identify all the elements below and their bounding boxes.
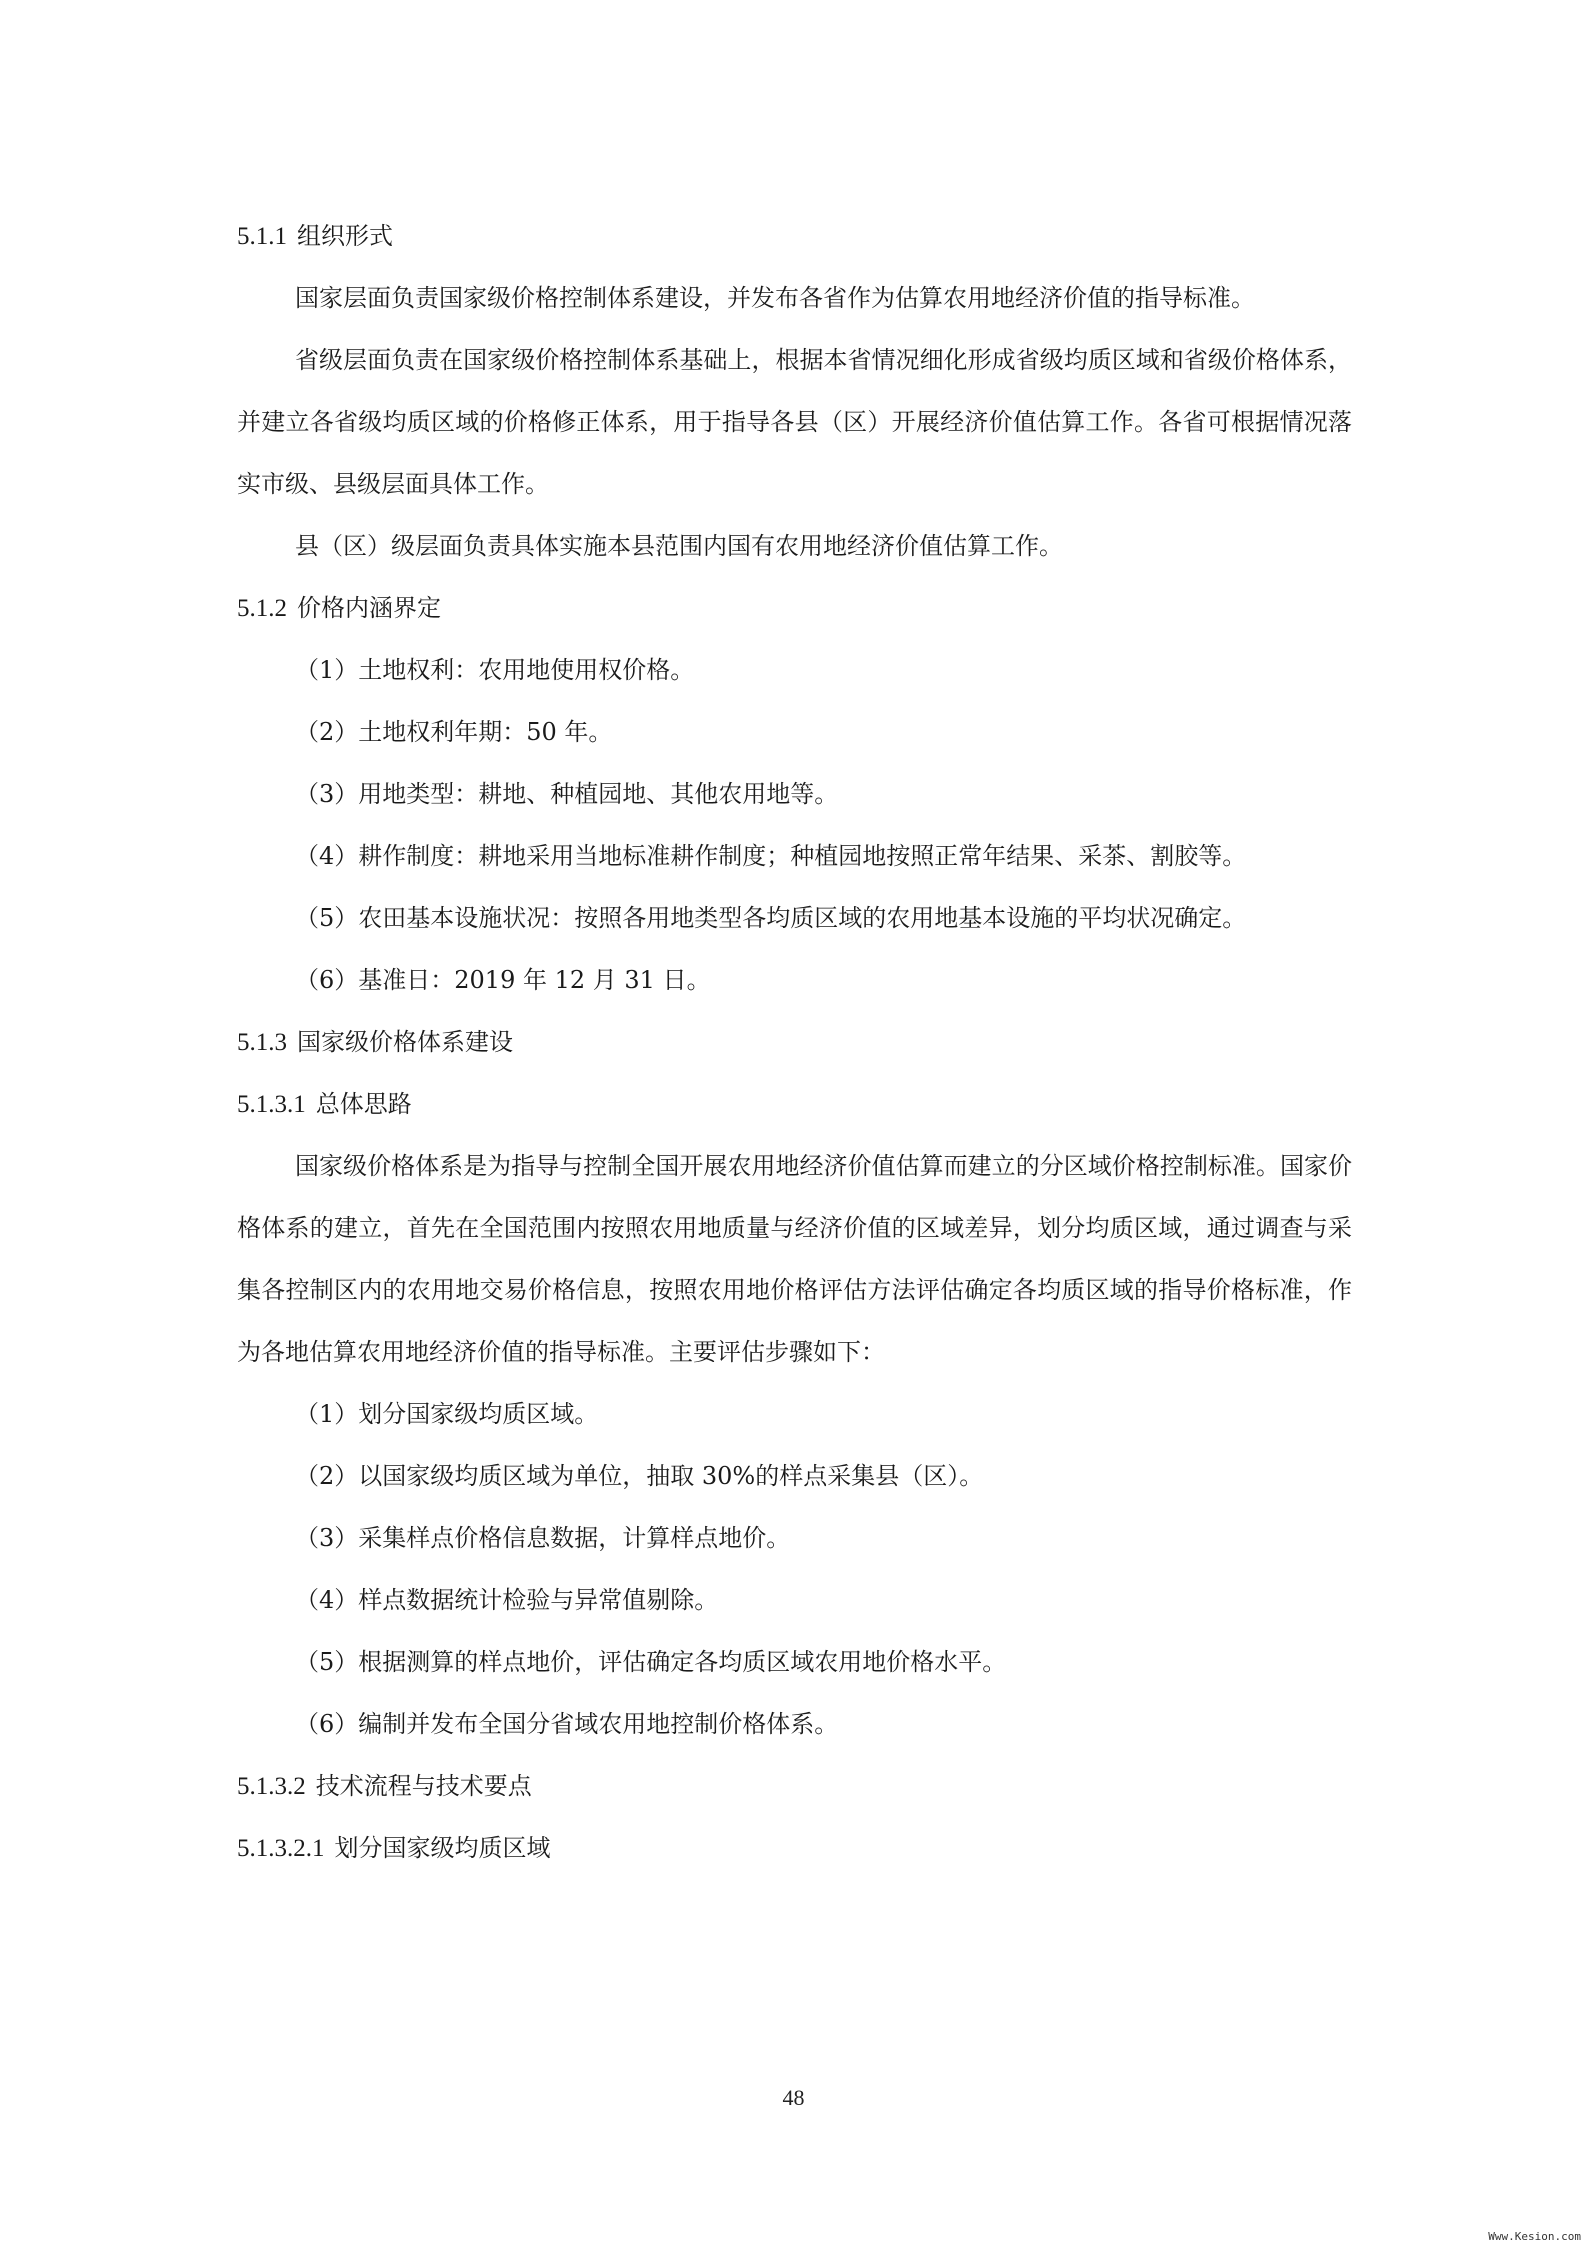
price-item: （6）基准日：2019 年 12 月 31 日。 xyxy=(295,966,711,994)
step-item: （2）以国家级均质区域为单位，抽取 30%的样点采集县（区）。 xyxy=(295,1462,984,1490)
heading-5-1-3-2 xyxy=(237,1755,1352,1817)
heading-title: 组织形式 xyxy=(297,222,393,250)
heading-number: 5.1.3.2 xyxy=(237,1773,306,1800)
step-item: （6）编制并发布全国分省域农用地控制价格体系。 xyxy=(295,1710,839,1738)
paragraph-provincial-level: 省级层面负责在国家级价格控制体系基础上，根据本省情况细化形成省级均质区域和省级价格体系，并建立各省级均质区域的价格修正体系，用于指导各县（区）开展经济价值估算工作。各省可根据情况落实市级、县级层面具体工作。 xyxy=(237,346,1352,498)
heading-5-1-2 xyxy=(237,577,1352,639)
heading-number: 5.1.3 xyxy=(237,1029,287,1056)
heading-title: 技术流程与技术要点 xyxy=(315,1772,532,1800)
heading-title: 价格内涵界定 xyxy=(297,594,441,622)
step-item: （1）划分国家级均质区域。 xyxy=(295,1400,599,1428)
step-item: （3）采集样点价格信息数据，计算样点地价。 xyxy=(295,1524,791,1552)
step-item: （4）样点数据统计检验与异常值剔除。 xyxy=(295,1586,719,1614)
watermark: Www.Kesion.com xyxy=(1488,2230,1581,2243)
heading-title: 划分国家级均质区域 xyxy=(334,1834,551,1862)
step-item: （5）根据测算的样点地价，评估确定各均质区域农用地价格水平。 xyxy=(295,1648,1007,1676)
heading-number: 5.1.3.1 xyxy=(237,1091,306,1118)
paragraph-national-level: 国家层面负责国家级价格控制体系建设，并发布各省作为估算农用地经济价值的指导标准。 xyxy=(295,284,1255,312)
heading-title: 总体思路 xyxy=(315,1090,412,1118)
price-item: （5）农田基本设施状况：按照各用地类型各均质区域的农用地基本设施的平均状况确定。 xyxy=(295,904,1247,932)
heading-title: 国家级价格体系建设 xyxy=(297,1028,513,1056)
heading-5-1-3-1 xyxy=(237,1073,1352,1135)
paragraph-overall-approach: 国家级价格体系是为指导与控制全国开展农用地经济价值估算而建立的分区域价格控制标准。国家价格体系的建立，首先在全国范围内按照农用地质量与经济价值的区域差异，划分均质区域，通过调查与采集各控制区内的农用地交易价格信息，按照农用地价格评估方法评估确定各均质区域的指导价格标准，作为各地估算农用地经济价值的指导标准。主要评估步骤如下： xyxy=(237,1152,1352,1366)
page-content xyxy=(237,205,1352,1879)
heading-number: 5.1.3.2.1 xyxy=(237,1835,325,1862)
paragraph-county-level: 县（区）级层面负责具体实施本县范围内国有农用地经济价值估算工作。 xyxy=(295,532,1063,560)
price-item: （3）用地类型：耕地、种植园地、其他农用地等。 xyxy=(295,780,839,808)
heading-5-1-3 xyxy=(237,1011,1352,1073)
price-item: （2）土地权利年期：50 年。 xyxy=(295,718,613,746)
price-item: （1）土地权利：农用地使用权价格。 xyxy=(295,656,695,684)
heading-5-1-3-2-1 xyxy=(237,1817,1352,1879)
heading-5-1-1 xyxy=(237,205,1352,267)
heading-number: 5.1.1 xyxy=(237,223,287,250)
price-item: （4）耕作制度：耕地采用当地标准耕作制度；种植园地按照正常年结果、采茶、割胶等。 xyxy=(295,842,1247,870)
heading-number: 5.1.2 xyxy=(237,595,287,622)
page-number: 48 xyxy=(782,2085,805,2110)
